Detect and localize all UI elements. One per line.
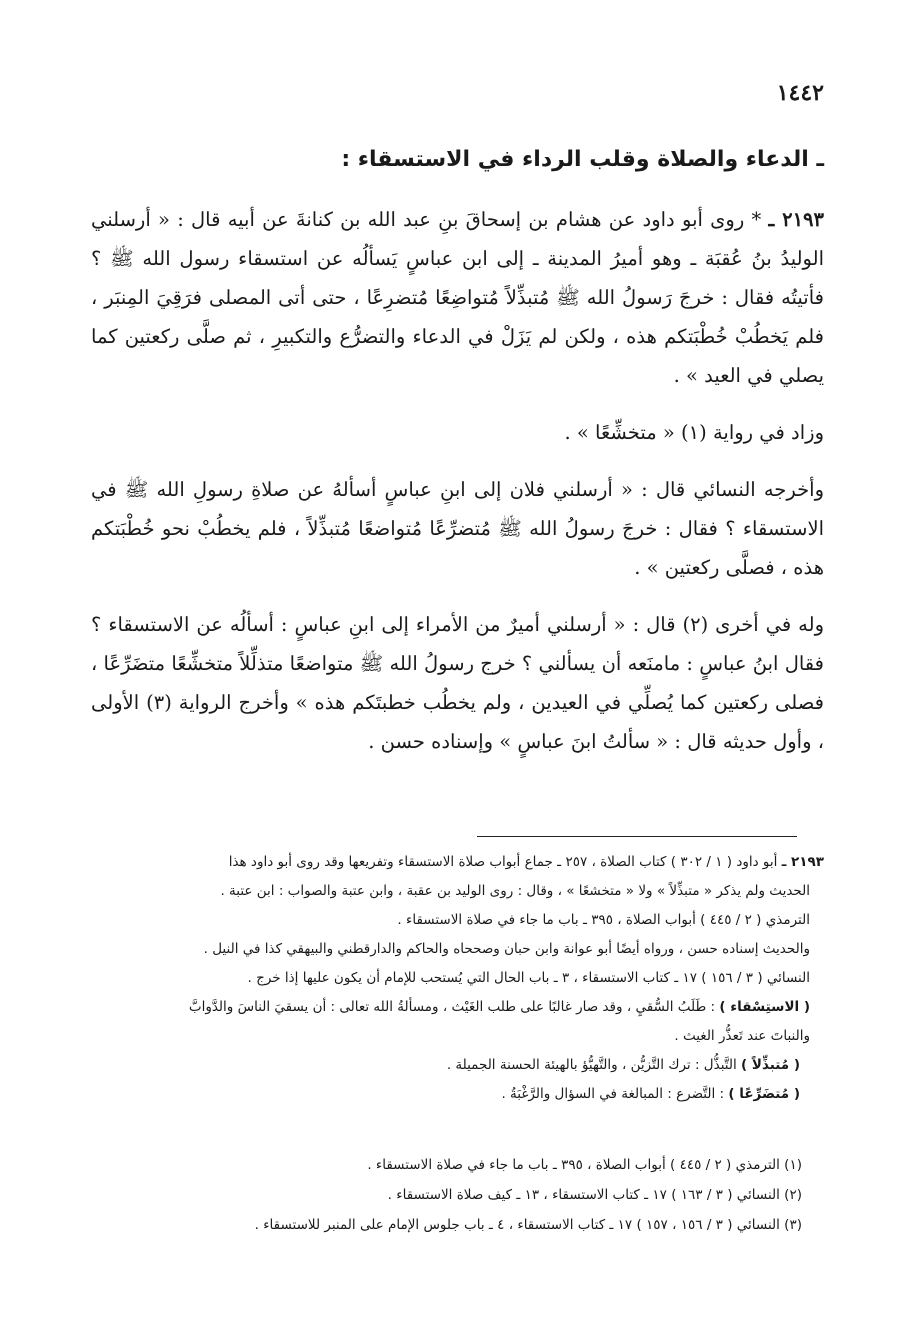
- glossary-definition: التَّبذُّل : ترك التَّزيُّن ، والتَّهيُّؤ بالهيئة الحسنة الجميلة .: [446, 1057, 737, 1073]
- note-line: الترمذي ( ٢ / ٤٤٥ ) أبواب الصلاة ، ٣٩٥ ـ باب ما جاء في صلاة الاستسقاء .: [397, 912, 810, 928]
- commentary-notes: [91, 848, 824, 1109]
- glossary-term: ( مُتضَرِّعًا ): [728, 1086, 800, 1102]
- footnote-1: (١) الترمذي ( ٢ / ٤٤٥ ) أبواب الصلاة ، ٣٩٥ ـ باب ما جاء في صلاة الاستسقاء .: [367, 1157, 802, 1173]
- glossary-term: ( مُتبذِّلاً ): [741, 1057, 800, 1073]
- nasai-other-narration: وله في أخرى (٢) قال : « أرسلني أميرٌ من الأمراء إلى ابنِ عباسٍ : أسألُه عن الاستسقاء ؟ فقال ابنُ عباسٍ : مامنَعه أن يسألني ؟ خرج رسولُ الله ﷺ متواضعًا متذلِّلاً متخشِّعًا متضَرِّعًا ، فصلى ركعتين كما يُصلِّي في العيدين ، ولم يخطُب خطبتَكم هذه » وأخرج الرواية (٣) الأولى ، وأول حديثه قال : « سألتُ ابنَ عباسٍ » وإسناده حسن .: [91, 613, 824, 753]
- glossary-line: [91, 1051, 824, 1080]
- glossary-definition: : التَّضرع : المبالغة في السؤال والرَّغْبَةُ .: [501, 1086, 725, 1102]
- section-heading: ـ الدعاء والصلاة وقلب الرداء في الاستسقاء :: [341, 147, 824, 172]
- note-text: أبو داود ( ١ / ٣٠٢ ) كتاب الصلاة ، ٢٥٧ ـ جماع أبواب صلاة الاستسقاء وتفريعها وقد روى أبو داود هذا: [228, 854, 778, 870]
- glossary-term: ( الاستِسْقاء ): [719, 999, 810, 1015]
- page-number: ١٤٤٢: [776, 80, 824, 106]
- glossary-line: [91, 993, 824, 1022]
- note-line: النسائي ( ٣ / ١٥٦ ) ١٧ ـ كتاب الاستسقاء ، ٣ ـ باب الحال التي يُستحب للإمام أن يكون عليها إذا خرج .: [247, 970, 810, 986]
- hadith-text: * روى أبو داود عن هشام بن إسحاقَ بنِ عبد الله بن كنانةَ عن أبيه قال : « أرسلني الوليدُ بنُ عُقبَة ـ وهو أميرُ المدينة ـ إلى ابن عباسٍ يَسألُه عن استسقاء رسول الله ﷺ ؟ فأتيتُه فقال : خرجَ رَسولُ الله ﷺ مُتبذِّلاً مُتواضِعًا مُتضرِعًا ، حتى أتى المصلى فرَقِيَ المِنبَر ، فلم يَخطُبْ خُطْبَتكم هذه ، ولكن لم يَزَلْ في الدعاء والتضرُّع والتكبيرِ ، ثم صلَّى ركعتين كما يصلي في العيد » .: [91, 208, 824, 387]
- note-line: والنباتَ عند تَعذُّر الغيث .: [674, 1028, 810, 1044]
- hadith-paragraph: [91, 200, 824, 395]
- glossary-line: [91, 1080, 824, 1109]
- glossary-definition: : طَلَبُ السُّقيِ ، وقد صار غالبًا على طلب الغَيْث ، ومسألةُ الله تعالى : أن يسقيَ الناسَ والدَّوابَّ: [188, 999, 716, 1015]
- note-line: والحديث إسناده حسن ، ورواه أيضًا أبو عوانة وابن حبان وصححاه والحاكم والدارقطني والبيهقي كذا في النيل .: [203, 941, 810, 957]
- nasai-narration: وأخرجه النسائي قال : « أرسلني فلان إلى ابنِ عباسٍ أسألهُ عن صلاةِ رسولِ الله ﷺ في الاستسقاء ؟ فقال : خرجَ رسولُ الله ﷺ مُتضرِّعًا مُتواضعًا مُتبذِّلاً ، فلم يخطُبْ نحو خُطْبَتكم هذه ، فصلَّى ركعتين » .: [91, 478, 824, 579]
- note-line: الحديث ولم يذكر « متبذِّلاً » ولا « متخشعًا » ، وقال : روى الوليد بن عقبة ، وابن عتبة والصواب : ابن عتبة .: [220, 883, 810, 899]
- narration-addition: وزاد في رواية (١) « متخشِّعًا » .: [564, 421, 824, 444]
- footnote-2: (٢) النسائي ( ٣ / ١٦٣ ) ١٧ ـ كتاب الاستسقاء ، ١٣ ـ كيف صلاة الاستسقاء .: [387, 1187, 802, 1203]
- footnotes: [91, 1150, 824, 1240]
- footnote-3: (٣) النسائي ( ٣ / ١٥٦ ، ١٥٧ ) ١٧ ـ كتاب الاستسقاء ، ٤ ـ باب جلوس الإمام على المنبر للاستسقاء .: [254, 1217, 802, 1233]
- main-text: [91, 200, 824, 779]
- note-number: ٢١٩٣ ـ: [781, 854, 824, 870]
- footnote-divider: [477, 836, 797, 837]
- note-line: [91, 848, 824, 877]
- hadith-number: ٢١٩٣ ـ: [768, 208, 824, 231]
